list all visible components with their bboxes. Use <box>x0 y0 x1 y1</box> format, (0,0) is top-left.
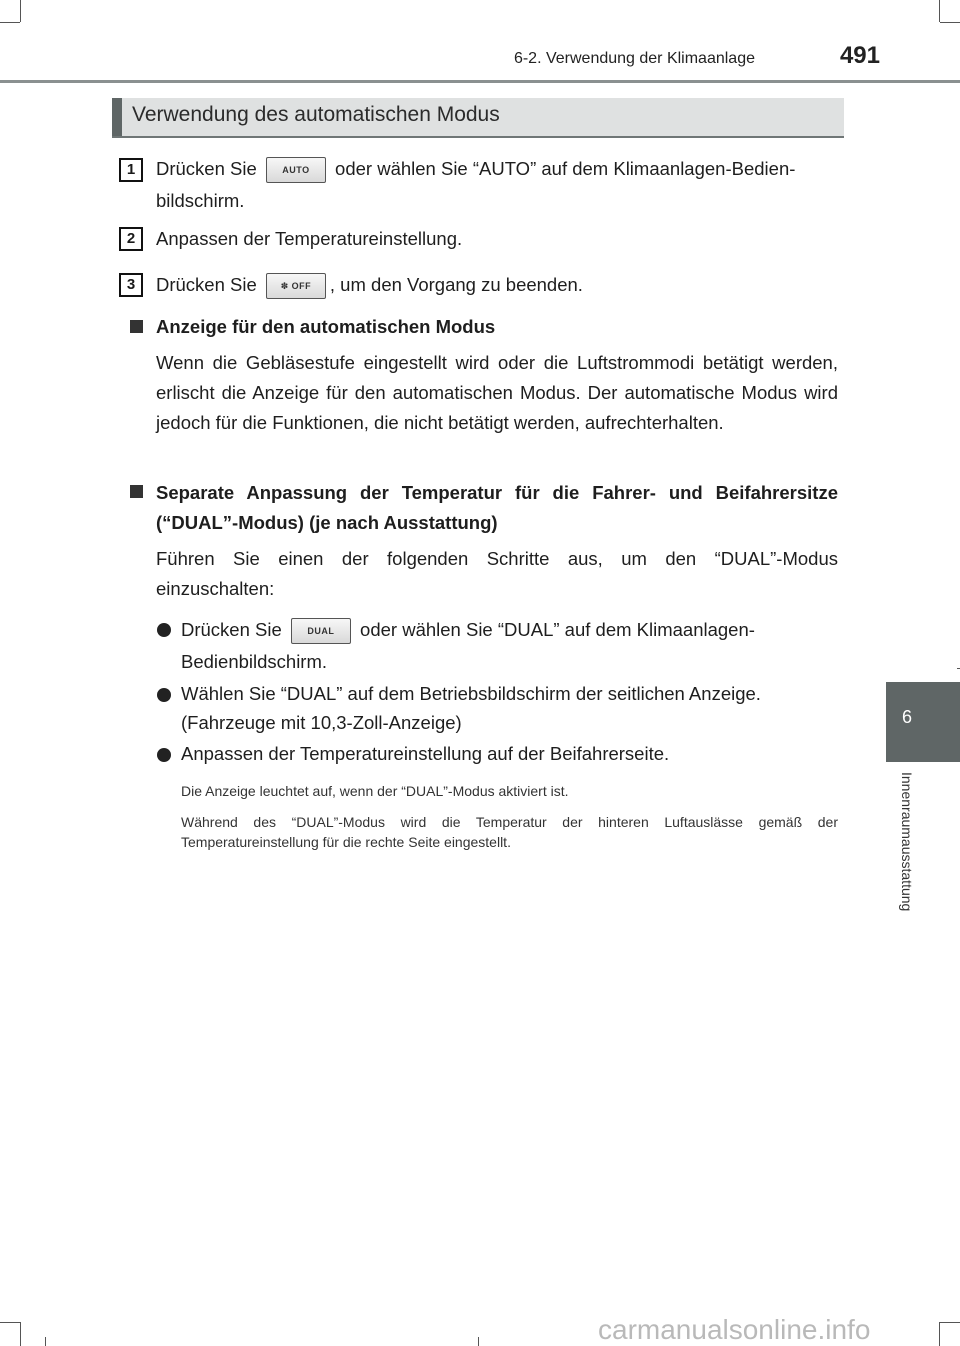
subheading: Anzeige für den automatischen Modus <box>156 316 496 337</box>
step-number: 1 <box>119 158 143 182</box>
auto-button-image: AUTO <box>266 157 326 183</box>
bullet-text-before: Drücken Sie <box>181 619 282 640</box>
dual-button-image: DUAL <box>291 618 351 644</box>
off-button-image <box>266 273 326 299</box>
bullet-text: Wählen Sie “DUAL” auf dem Betriebsbildschirm der seitlichen Anzeige. <box>181 683 761 704</box>
step-text <box>156 270 583 300</box>
bullet-dot-icon <box>157 748 171 762</box>
crop-mark <box>940 1322 960 1323</box>
square-bullet-icon <box>130 485 143 498</box>
crop-mark <box>939 1322 940 1346</box>
step-number: 2 <box>119 227 143 251</box>
chapter-tab <box>886 682 960 762</box>
chapter-number: 6 <box>901 707 912 727</box>
step-text-before: Drücken Sie <box>156 158 257 179</box>
step-text: Anpassen der Temperatureinstellung. <box>156 228 463 249</box>
crop-mark <box>20 1322 21 1346</box>
header-rule <box>0 80 960 83</box>
crop-mark <box>20 0 21 22</box>
step-text-after: oder wählen Sie “AUTO” auf dem Klimaanlagen-Bedien- <box>335 158 796 179</box>
step-text <box>156 154 840 184</box>
crop-mark <box>0 22 20 23</box>
subheading: Separate Anpassung der Temperatur für die Fahrer- und Beifahrersitze <box>156 482 838 503</box>
bullet-dot-icon <box>157 688 171 702</box>
note-text: Während des “DUAL”-Modus wird die Temperatur der hinteren Luftauslässe gemäß der Temperatureinstellung für die rechte Seite eingestellt. <box>181 814 838 850</box>
step-number: 3 <box>119 273 143 297</box>
bullet-text: Anpassen der Temperatureinstellung auf der Beifahrerseite. <box>181 743 670 764</box>
bullet-text-continued: (Fahrzeuge mit 10,3-Zoll-Anzeige) <box>181 712 462 733</box>
page-number: 491 <box>839 42 880 69</box>
bullet-text-continued: Bedienbildschirm. <box>181 651 328 672</box>
fan-icon: ✽ <box>280 281 292 292</box>
bullet-text <box>181 615 841 645</box>
off-button-label: OFF <box>291 281 312 292</box>
crop-mark <box>45 1337 46 1346</box>
note-text: Die Anzeige leuchtet auf, wenn der “DUAL”-Modus aktiviert ist. <box>181 783 569 799</box>
section-title: Verwendung des automatischen Modus <box>132 103 500 126</box>
bullet-dot-icon <box>157 623 171 637</box>
square-bullet-icon <box>130 320 143 333</box>
paragraph: Führen Sie einen der folgenden Schritte aus, um den “DUAL”-Modus einzuschalten: <box>156 548 838 599</box>
crop-mark <box>0 1322 20 1323</box>
crop-mark <box>939 0 940 22</box>
section-accent <box>112 98 122 136</box>
section-heading-bar <box>112 98 844 138</box>
step-text-continued: bildschirm. <box>156 190 245 211</box>
chapter-label: Innenraumausstattung <box>899 772 915 912</box>
step-text-after: , um den Vorgang zu beenden. <box>329 274 583 295</box>
step-text-before: Drücken Sie <box>156 274 257 295</box>
subheading-continued: (“DUAL”-Modus) (je nach Ausstattung) <box>156 512 498 533</box>
bullet-text-after: oder wählen Sie “DUAL” auf dem Klimaanlagen- <box>360 619 755 640</box>
paragraph: Wenn die Gebläsestufe eingestellt wird oder die Luftstrommodi betätigt werden, erlischt die Anzeige für den automatischen Modus. Der automatische Modus wird jedoch für die Funktionen, die nicht betätigt werden, aufrechterhalten. <box>156 352 838 433</box>
crop-mark <box>478 1337 479 1346</box>
running-header: 6-2. Verwendung der Klimaanlage <box>513 50 755 67</box>
watermark: carmanualsonline.info <box>598 1314 871 1345</box>
crop-mark <box>940 22 960 23</box>
